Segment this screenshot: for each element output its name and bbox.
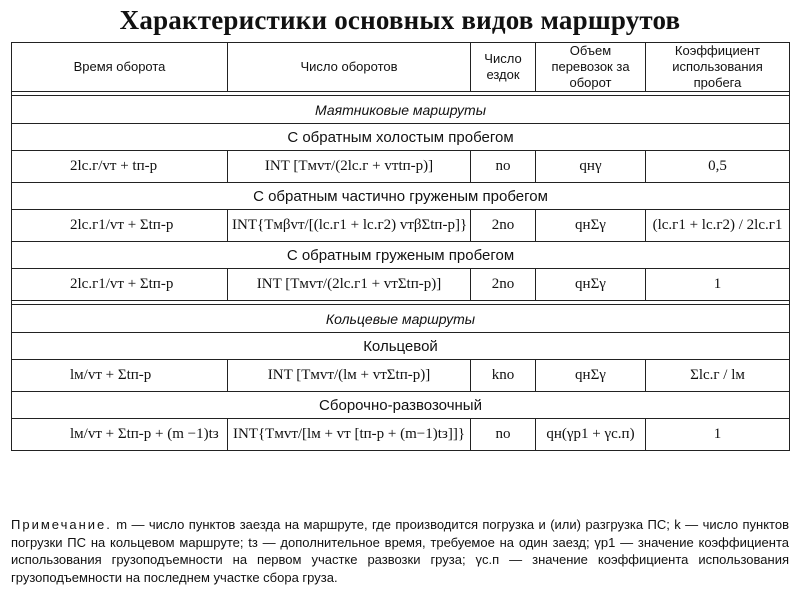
subsection-row	[12, 124, 790, 151]
header-mileage-coefficient: Коэффициент использования пробега	[646, 43, 790, 92]
cell-coefficient: 1	[646, 419, 790, 451]
cell-turnover-count: INT [Tмvт/(2lс.г + vтtп-р)]	[228, 151, 471, 183]
footnote-text: m — число пунктов заезда на маршруте, где производится погрузка и (или) разгрузка ПС; k — число пунктов погрузки ПС на кольцевом маршруте; tз — дополнительное время, требуемое на один заезд; γр1 — значение коэффициента использования грузоподъемности на первом участке развозки груза; γс.п — значение коэффициента использования грузоподъемности на последнем участке сбора груза.	[11, 517, 789, 585]
header-row	[12, 43, 790, 92]
cell-coefficient: 1	[646, 269, 790, 301]
section-row	[12, 305, 790, 333]
cell-trip-count: 2nо	[471, 269, 536, 301]
table-row	[12, 269, 790, 301]
cell-trip-count: nо	[471, 419, 536, 451]
cell-volume: qн(γр1 + γс.п)	[536, 419, 646, 451]
cell-coefficient: Σlс.г / lм	[646, 360, 790, 392]
cell-trip-count: 2nо	[471, 210, 536, 242]
cell-turnover-time: 2lс.г1/vт + Σtп-р	[12, 269, 228, 301]
cell-volume: qнΣγ	[536, 210, 646, 242]
cell-turnover-time: lм/vт + Σtп-р	[12, 360, 228, 392]
footnote-label: Примечание.	[11, 517, 112, 532]
header-trip-count: Число ездок	[471, 43, 536, 92]
table-row	[12, 419, 790, 451]
subsection-partial-loaded-return: С обратным частично груженым пробегом	[12, 183, 790, 210]
routes-table	[11, 42, 790, 451]
cell-turnover-count: INT [Tмvт/(2lс.г1 + vтΣtп-р)]	[228, 269, 471, 301]
cell-coefficient: (lс.г1 + lс.г2) / 2lс.г1	[646, 210, 790, 242]
header-turnover-count: Число оборотов	[228, 43, 471, 92]
subsection-collection-distribution: Сборочно-развозочный	[12, 392, 790, 419]
subsection-row	[12, 242, 790, 269]
cell-turnover-time: 2lс.г1/vт + Σtп-р	[12, 210, 228, 242]
subsection-ring: Кольцевой	[12, 333, 790, 360]
table-row	[12, 360, 790, 392]
subsection-loaded-return: С обратным груженым пробегом	[12, 242, 790, 269]
cell-turnover-count: INT [Tмvт/(lм + vтΣtп-р)]	[228, 360, 471, 392]
page-title: Характеристики основных видов маршрутов	[119, 5, 681, 35]
cell-turnover-count: INT{Tмvт/[lм + vт [tп-р + (m−1)tз]]}	[228, 419, 471, 451]
table-row	[12, 151, 790, 183]
cell-turnover-count: INT{Tмβvт/[(lс.г1 + lс.г2) vтβΣtп-р]}	[228, 210, 471, 242]
table-row	[12, 210, 790, 242]
cell-volume: qнΣγ	[536, 269, 646, 301]
cell-trip-count: knо	[471, 360, 536, 392]
subsection-row	[12, 183, 790, 210]
header-volume-per-turnover: Объем перевозок за оборот	[536, 43, 646, 92]
cell-volume: qнγ	[536, 151, 646, 183]
cell-turnover-time: lм/vт + Σtп-р + (m −1)tз	[12, 419, 228, 451]
subsection-row	[12, 333, 790, 360]
section-ring-routes: Кольцевые маршруты	[12, 305, 790, 333]
footnote	[11, 516, 789, 586]
subsection-empty-return: С обратным холостым пробегом	[12, 124, 790, 151]
section-row	[12, 96, 790, 124]
subsection-row	[12, 392, 790, 419]
section-pendulum-routes: Маятниковые маршруты	[12, 96, 790, 124]
cell-turnover-time: 2lс.г/vт + tп-р	[12, 151, 228, 183]
cell-trip-count: nо	[471, 151, 536, 183]
header-turnover-time: Время оборота	[12, 43, 228, 92]
cell-coefficient: 0,5	[646, 151, 790, 183]
cell-volume: qнΣγ	[536, 360, 646, 392]
